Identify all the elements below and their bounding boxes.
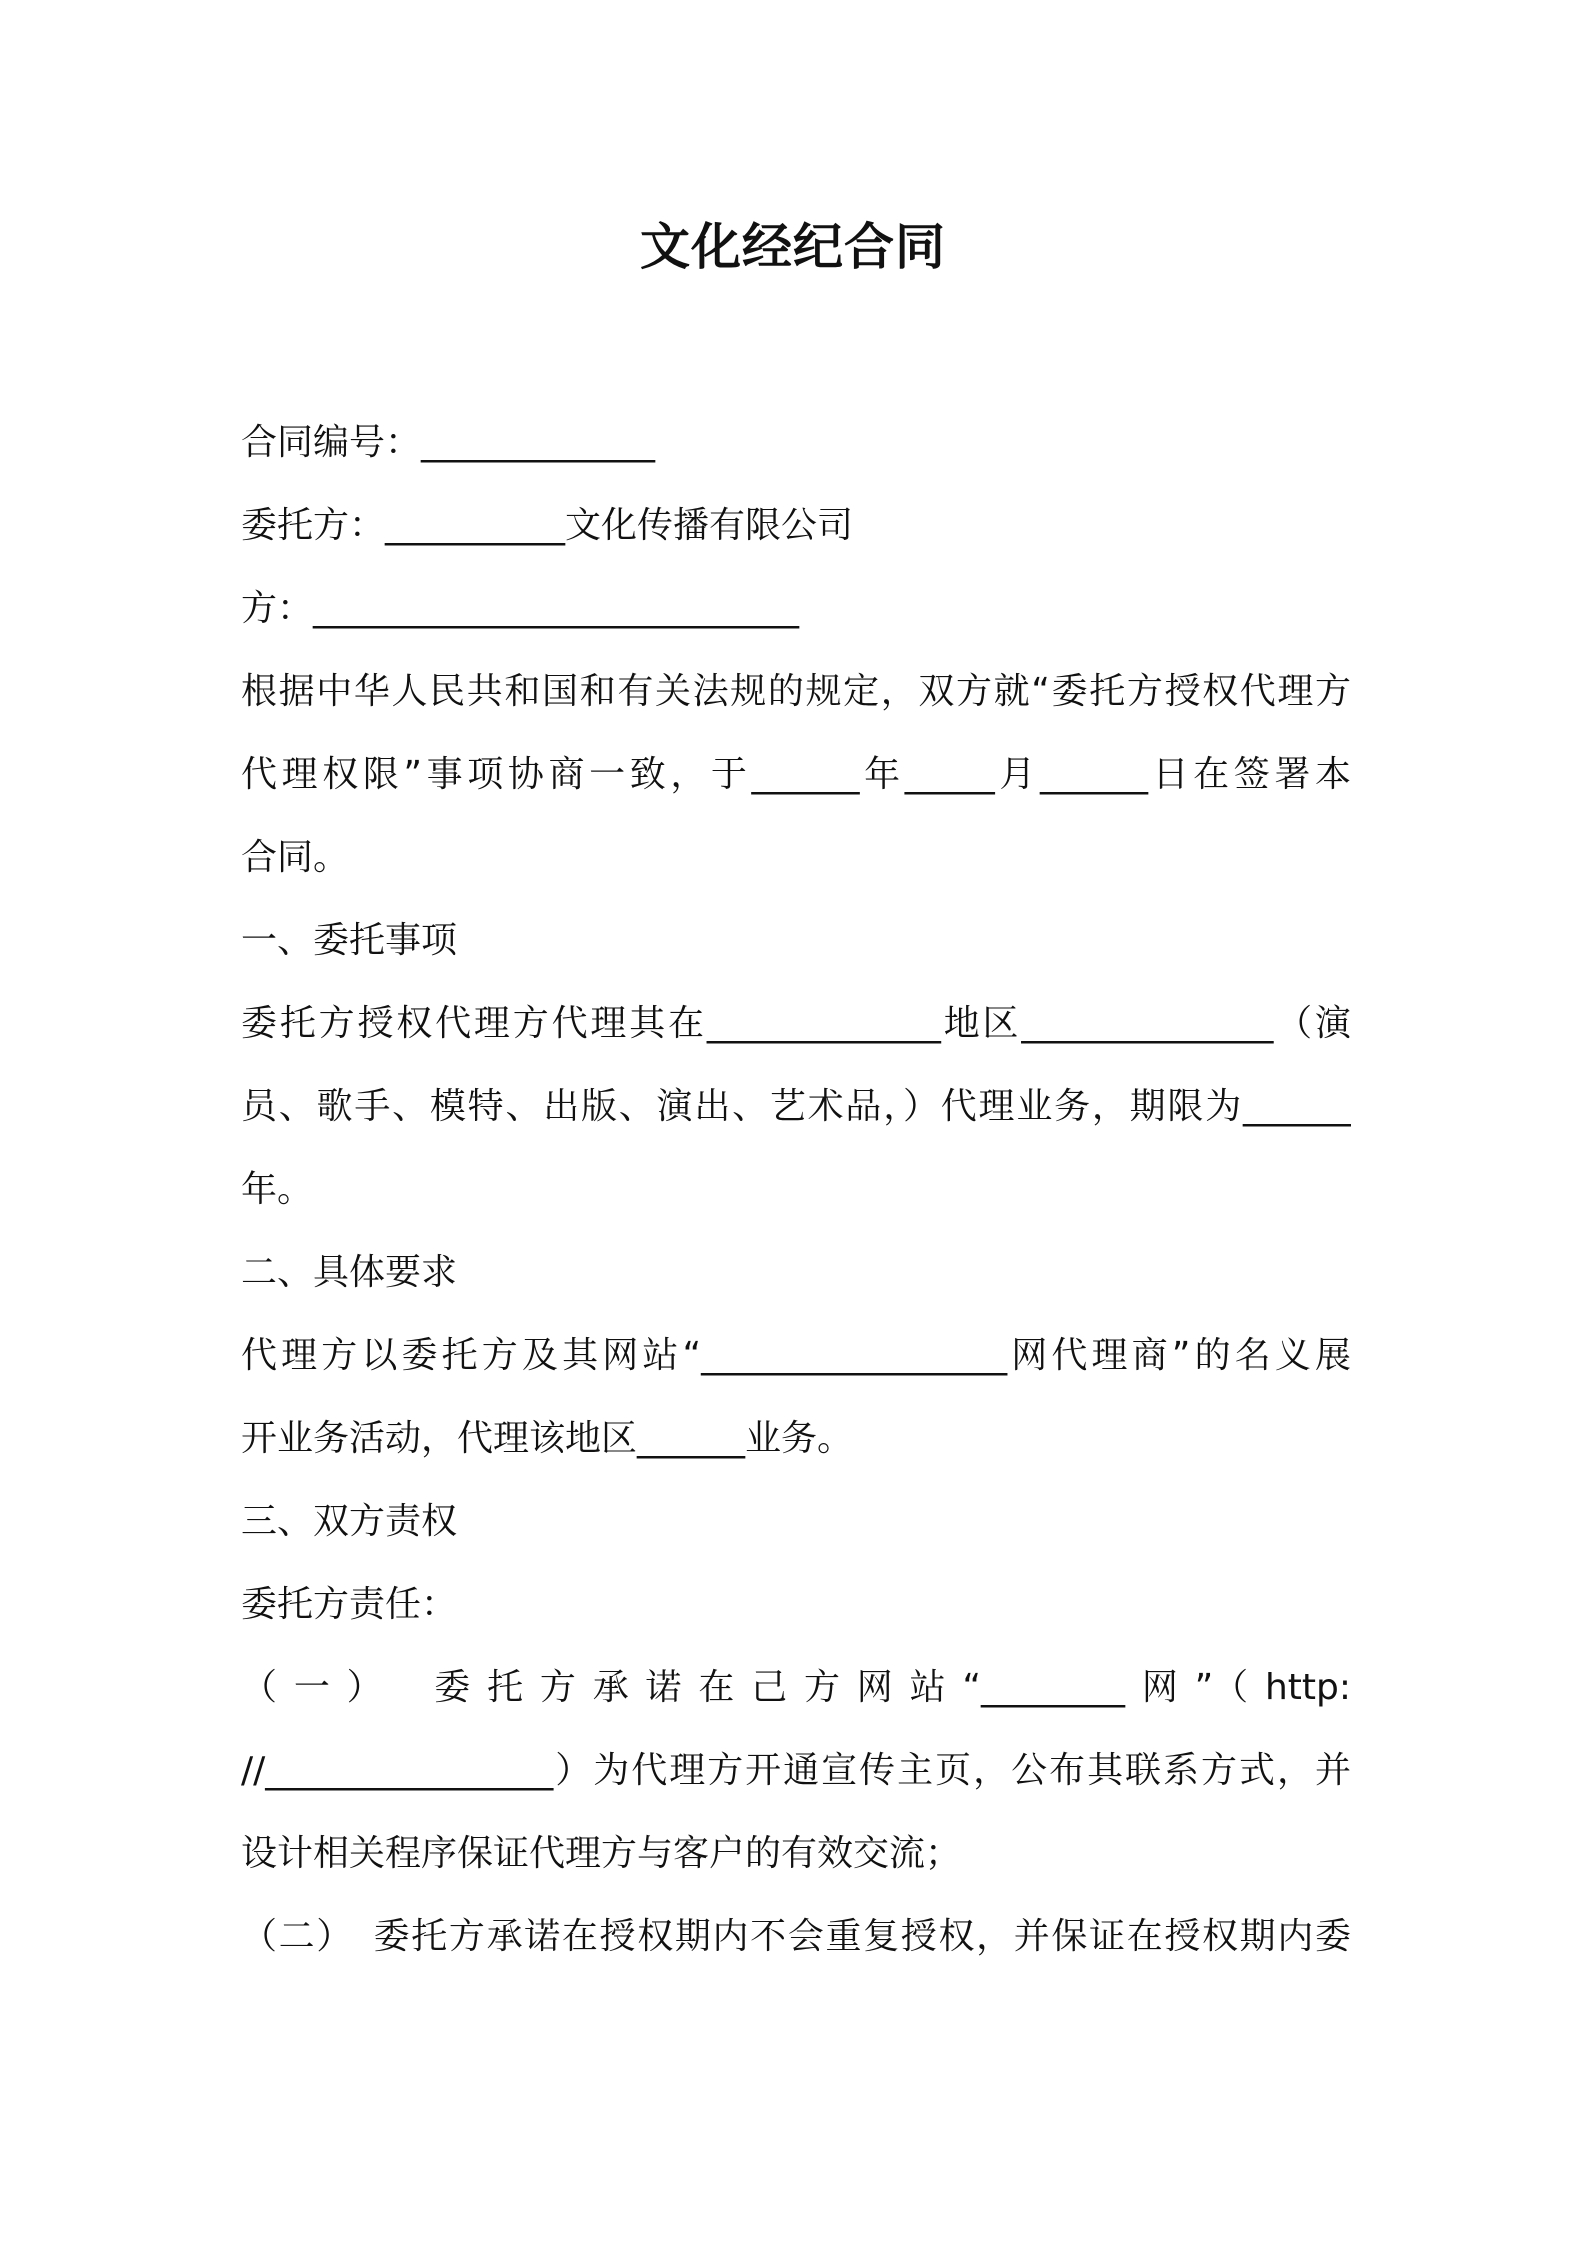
client-party-line: 委托方：__________文化传播有限公司 <box>241 505 854 546</box>
client-duties-heading: 委托方责任： <box>241 1584 458 1625</box>
section-2-line-1: 代理方以委托方及其网站“_________________网代理商”的名义展 <box>241 1335 1351 1376</box>
document-title: 文化经纪合同 <box>640 218 946 276</box>
duty-1-line-2: //________________）为代理方开通宣传主页，公布其联系方式，并 <box>241 1750 1351 1791</box>
preamble-line-2: 代理权限”事项协商一致，于______年_____月______日在签署本 <box>241 754 1351 795</box>
document-body <box>241 401 1351 1978</box>
section-1-line-3: 年。 <box>241 1169 314 1210</box>
duty-1-line-1: （一） 委托方承诺在己方网站“________网”（http: <box>241 1667 1351 1708</box>
section-1-line-2: 员、歌手、模特、出版、演出、艺术品，）代理业务，期限为______ <box>241 1086 1351 1127</box>
contract-number-line: 合同编号：_____________ <box>241 422 656 463</box>
duty-2-line-1: （二） 委托方承诺在授权期内不会重复授权，并保证在授权期内委 <box>241 1916 1351 1957</box>
preamble-line-1: 根据中华人民共和国和有关法规的规定，双方就“委托方授权代理方 <box>241 671 1351 712</box>
section-2-line-2: 开业务活动，代理该地区______业务。 <box>241 1418 854 1459</box>
section-heading-3: 三、双方责权 <box>241 1501 458 1542</box>
preamble-line-3: 合同。 <box>241 837 350 878</box>
section-1-line-1: 委托方授权代理方代理其在_____________地区______________（演 <box>241 1003 1351 1044</box>
duty-1-line-3: 设计相关程序保证代理方与客户的有效交流； <box>241 1833 962 1874</box>
section-heading-1: 一、委托事项 <box>241 920 458 961</box>
section-heading-2: 二、具体要求 <box>241 1252 458 1293</box>
agent-party-line: 方：___________________________ <box>241 588 799 629</box>
